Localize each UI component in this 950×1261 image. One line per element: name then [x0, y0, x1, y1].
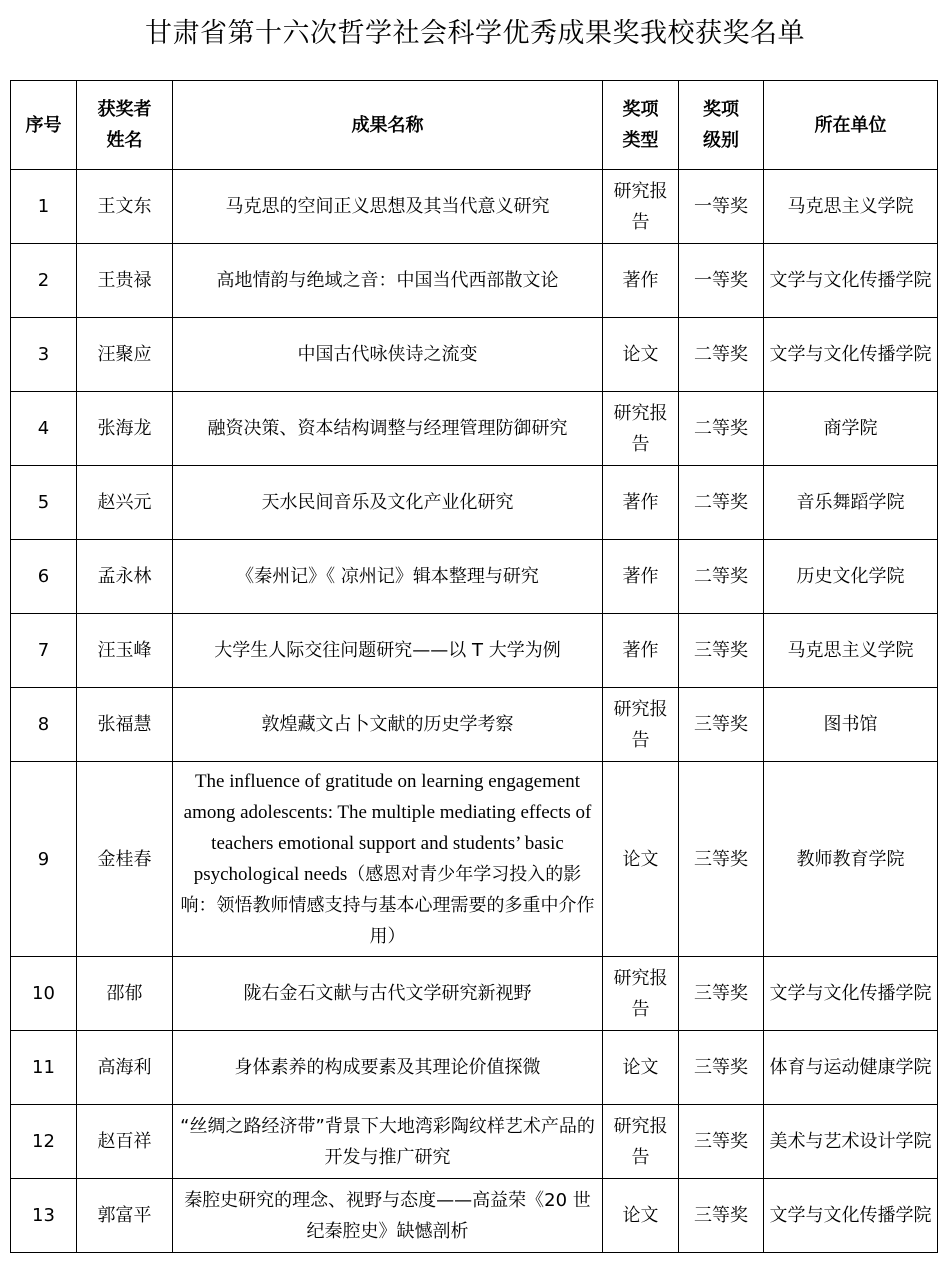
cell-name: 高海利 [77, 1031, 173, 1105]
table-row [11, 318, 938, 392]
cell-level: 三等奖 [679, 1031, 764, 1105]
cell-work: 高地情韵与绝域之音：中国当代西部散文论 [173, 244, 603, 318]
table-row [11, 957, 938, 1031]
cell-unit: 历史文化学院 [764, 540, 938, 614]
cell-work: 《秦州记》《 凉州记》辑本整理与研究 [173, 540, 603, 614]
cell-unit: 马克思主义学院 [764, 614, 938, 688]
header-work: 成果名称 [173, 81, 603, 170]
cell-name: 邵郁 [77, 957, 173, 1031]
header-type: 奖项 类型 [603, 81, 679, 170]
cell-level: 三等奖 [679, 1179, 764, 1253]
cell-unit: 马克思主义学院 [764, 170, 938, 244]
cell-name: 张海龙 [77, 392, 173, 466]
cell-unit: 教师教育学院 [764, 762, 938, 957]
cell-level: 三等奖 [679, 1105, 764, 1179]
cell-work: 融资决策、资本结构调整与经理管理防御研究 [173, 392, 603, 466]
cell-name: 郭富平 [77, 1179, 173, 1253]
cell-level: 二等奖 [679, 392, 764, 466]
cell-unit: 文学与文化传播学院 [764, 957, 938, 1031]
cell-seq: 11 [11, 1031, 77, 1105]
cell-unit: 文学与文化传播学院 [764, 318, 938, 392]
cell-unit: 音乐舞蹈学院 [764, 466, 938, 540]
table-row [11, 392, 938, 466]
table-row [11, 1179, 938, 1253]
header-unit: 所在单位 [764, 81, 938, 170]
work-title-english: The influence of gratitude on learning engagement among adolescents: The multiple mediating effects of teachers emotional support and students’ basic psychological needs [183, 771, 592, 885]
table-row [11, 244, 938, 318]
cell-level: 一等奖 [679, 244, 764, 318]
cell-type: 论文 [603, 318, 679, 392]
header-row [11, 81, 938, 170]
cell-seq: 8 [11, 688, 77, 762]
cell-name: 王贵禄 [77, 244, 173, 318]
cell-work: 马克思的空间正义思想及其当代意义研究 [173, 170, 603, 244]
cell-level: 三等奖 [679, 957, 764, 1031]
cell-type: 著作 [603, 540, 679, 614]
cell-unit: 美术与艺术设计学院 [764, 1105, 938, 1179]
cell-type: 研究报告 [603, 392, 679, 466]
cell-seq: 1 [11, 170, 77, 244]
cell-work: 中国古代咏侠诗之流变 [173, 318, 603, 392]
table-row [11, 466, 938, 540]
cell-type: 论文 [603, 1179, 679, 1253]
cell-name: 金桂春 [77, 762, 173, 957]
page-title: 甘肃省第十六次哲学社会科学优秀成果奖我校获奖名单 [145, 18, 805, 49]
cell-seq: 3 [11, 318, 77, 392]
cell-type: 著作 [603, 466, 679, 540]
table-row [11, 688, 938, 762]
cell-level: 二等奖 [679, 318, 764, 392]
cell-seq: 2 [11, 244, 77, 318]
cell-type: 研究报告 [603, 170, 679, 244]
cell-work: 秦腔史研究的理念、视野与态度——高益荣《20 世纪秦腔史》缺憾剖析 [173, 1179, 603, 1253]
cell-work: 身体素养的构成要素及其理论价值探微 [173, 1031, 603, 1105]
cell-seq: 6 [11, 540, 77, 614]
cell-unit: 图书馆 [764, 688, 938, 762]
cell-seq: 13 [11, 1179, 77, 1253]
cell-work: 敦煌藏文占卜文献的历史学考察 [173, 688, 603, 762]
cell-unit: 体育与运动健康学院 [764, 1031, 938, 1105]
cell-type: 著作 [603, 614, 679, 688]
cell-type: 研究报告 [603, 688, 679, 762]
cell-level: 一等奖 [679, 170, 764, 244]
cell-name: 汪玉峰 [77, 614, 173, 688]
cell-seq: 4 [11, 392, 77, 466]
cell-work: 天水民间音乐及文化产业化研究 [173, 466, 603, 540]
cell-work [173, 762, 603, 957]
cell-name: 汪聚应 [77, 318, 173, 392]
cell-level: 二等奖 [679, 466, 764, 540]
table-row [11, 762, 938, 957]
cell-unit: 文学与文化传播学院 [764, 244, 938, 318]
cell-work: 大学生人际交往问题研究——以 T 大学为例 [173, 614, 603, 688]
cell-seq: 9 [11, 762, 77, 957]
work-title-chinese: （感恩对青少年学习投入的影响：领悟教师情感支持与基本心理需要的多重中介作用） [180, 864, 595, 947]
awards-table [10, 80, 938, 1253]
header-seq: 序号 [11, 81, 77, 170]
cell-work: “丝绸之路经济带”背景下大地湾彩陶纹样艺术产品的开发与推广研究 [173, 1105, 603, 1179]
table-row [11, 1105, 938, 1179]
cell-seq: 5 [11, 466, 77, 540]
cell-work: 陇右金石文献与古代文学研究新视野 [173, 957, 603, 1031]
cell-name: 张福慧 [77, 688, 173, 762]
header-winner: 获奖者 姓名 [77, 81, 173, 170]
cell-unit: 文学与文化传播学院 [764, 1179, 938, 1253]
cell-type: 研究报告 [603, 1105, 679, 1179]
cell-unit: 商学院 [764, 392, 938, 466]
table-row [11, 1031, 938, 1105]
cell-seq: 7 [11, 614, 77, 688]
cell-name: 孟永林 [77, 540, 173, 614]
cell-type: 论文 [603, 1031, 679, 1105]
cell-name: 赵兴元 [77, 466, 173, 540]
cell-type: 著作 [603, 244, 679, 318]
table-row [11, 540, 938, 614]
cell-name: 赵百祥 [77, 1105, 173, 1179]
cell-level: 三等奖 [679, 688, 764, 762]
table-row [11, 170, 938, 244]
header-level: 奖项 级别 [679, 81, 764, 170]
cell-type: 论文 [603, 762, 679, 957]
cell-type: 研究报告 [603, 957, 679, 1031]
cell-level: 三等奖 [679, 762, 764, 957]
table-row [11, 614, 938, 688]
cell-name: 王文东 [77, 170, 173, 244]
cell-seq: 10 [11, 957, 77, 1031]
cell-level: 二等奖 [679, 540, 764, 614]
cell-seq: 12 [11, 1105, 77, 1179]
cell-level: 三等奖 [679, 614, 764, 688]
